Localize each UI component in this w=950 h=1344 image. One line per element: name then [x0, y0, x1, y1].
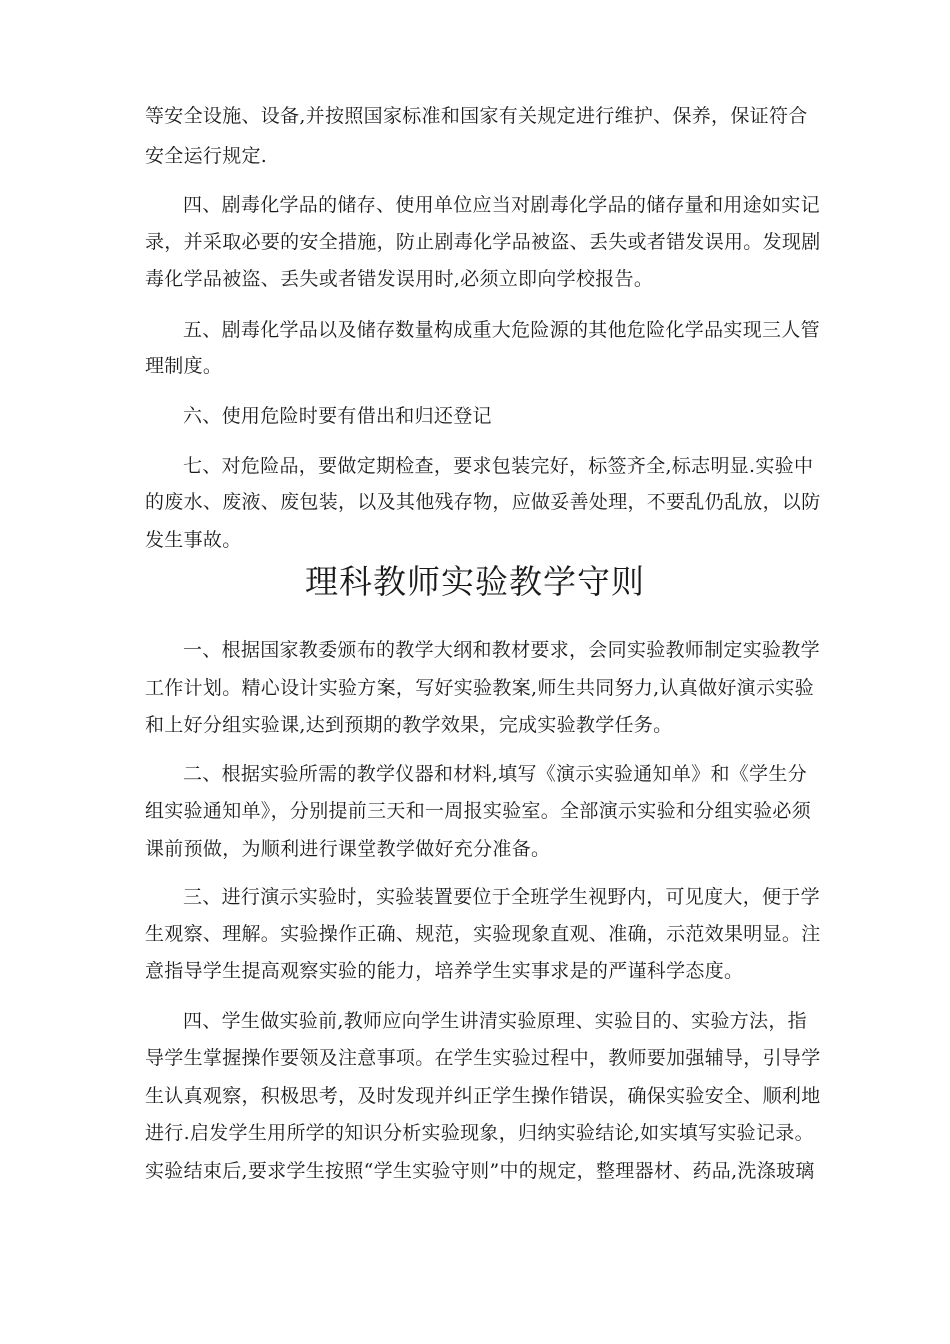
paragraph-line: 四、剧毒化学品的储存、使用单位应当对剧毒化学品的储存量和用途如实记: [183, 194, 820, 216]
paragraph-line: 二、根据实验所需的教学仪器和材料,填写《演示实验通知单》和《学生分: [183, 763, 807, 785]
paragraph-line: 录，并采取必要的安全措施，防止剧毒化学品被盗、丢失或者错发误用。发现剧: [145, 231, 821, 253]
paragraph-line: 六、使用危险时要有借出和归还登记: [183, 405, 492, 427]
paragraph-line: 三、进行演示实验时，实验装置要位于全班学生视野内，可见度大，便于学: [183, 886, 820, 908]
paragraph-line: 毒化学品被盗、丢失或者错发误用时,必须立即向学校报告。: [145, 268, 654, 290]
paragraph-line: 工作计划。精心设计实验方案，写好实验教案,师生共同努力,认真做好演示实验: [145, 677, 814, 699]
paragraph-line: 课前预做，为顺利进行课堂教学做好充分准备。: [145, 838, 551, 860]
paragraph-line: 的废水、废液、废包装，以及其他残存物，应做妥善处理，不要乱仍乱放，以防: [145, 491, 821, 513]
paragraph-line: 安全运行规定.: [145, 145, 268, 167]
paragraph-line: 意指导学生提高观察实验的能力，培养学生实事求是的严谨科学态度。: [145, 960, 744, 982]
paragraph-line: 组实验通知单》，分别提前三天和一周报实验室。全部演示实验和分组实验必须: [145, 800, 812, 822]
paragraph-line: 发生事故。: [145, 529, 242, 551]
paragraph-line: 等安全设施、设备,并按照国家标准和国家有关规定进行维护、保养，保证符合: [145, 105, 808, 127]
paragraph-line: 五、剧毒化学品以及储存数量构成重大危险源的其他危险化学品实现三人管: [183, 319, 820, 341]
paragraph-line: 七、对危险品，要做定期检查，要求包装完好，标签齐全,标志明显.实验中: [183, 455, 814, 477]
section-title: 理科教师实验教学守则: [305, 562, 645, 601]
paragraph-line: 一、根据国家教委颁布的教学大纲和教材要求，会同实验教师制定实验教学: [183, 639, 820, 661]
paragraph-line: 四、学生做实验前,教师应向学生讲清实验原理、实验目的、实验方法，指: [183, 1010, 807, 1032]
paragraph-line: 和上好分组实验课,达到预期的教学效果，完成实验教学任务。: [145, 714, 673, 736]
paragraph-line: 生观察、理解。实验操作正确、规范，实验现象直观、准确，示范效果明显。注: [145, 923, 821, 945]
paragraph-line: 实验结束后,要求学生按照“学生实验守则”中的规定，整理器材、药品,洗涤玻璃: [145, 1160, 815, 1182]
paragraph-line: 进行.启发学生用所学的知识分析实验现象，归纳实验结论,如实填写实验记录。: [145, 1122, 814, 1144]
paragraph-line: 导学生掌握操作要领及注意事项。在学生实验过程中，教师要加强辅导，引导学: [145, 1047, 821, 1069]
paragraph-line: 生认真观察，积极思考，及时发现并纠正学生操作错误，确保实验安全、顺利地: [145, 1085, 821, 1107]
paragraph-line: 理制度。: [145, 355, 223, 377]
